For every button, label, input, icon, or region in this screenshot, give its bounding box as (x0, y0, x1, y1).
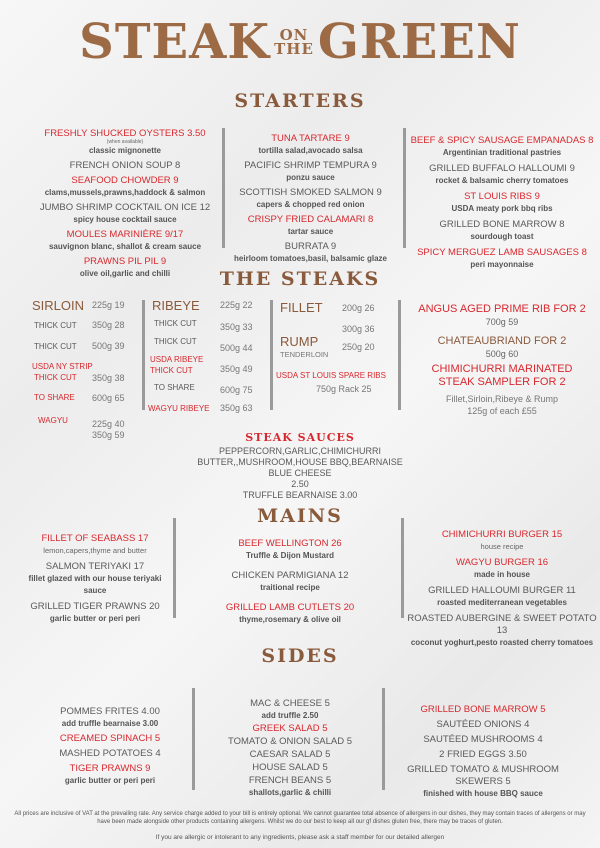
menu-item (30, 202, 220, 226)
sirloin-price-6: 225g 40 (92, 419, 125, 429)
menu-item-name: TIGER PRAWNS 9 (69, 763, 151, 774)
menu-item (200, 749, 380, 761)
starters-col2 (228, 133, 393, 268)
menu-item-name: SCOTTISH SMOKED SALMON 9 (239, 187, 382, 198)
menu-item-desc: coconut yoghurt,pesto roasted cherry tomatoes (410, 638, 594, 647)
menu-item-desc: garlic butter or peri peri (64, 776, 156, 785)
menu-item-name: CHICKEN PARMIGIANA 12 (231, 570, 349, 581)
menu-item (404, 557, 600, 581)
menu-item-name: SPICY MERGUEZ LAMB SAUSAGES 8 (417, 247, 587, 258)
menu-item (30, 748, 190, 760)
sirloin-wagyu: WAGYU (38, 416, 68, 425)
sauces-line-3: BLUE CHEESE (268, 468, 332, 478)
menu-item (20, 601, 170, 625)
fillet-price-2: 300g 36 (342, 324, 375, 334)
prime-rib-price: 700g 59 (485, 317, 519, 327)
menu-item (407, 219, 597, 243)
menu-item-name: ST LOUIS RIBS 9 (464, 191, 540, 202)
menu-item-name: SALMON TERIYAKI 17 (45, 561, 145, 572)
menu-item-name: FRESHLY SHUCKED OYSTERS 3.50 (44, 128, 206, 139)
title-green: GREEN (317, 14, 521, 70)
menu-item-desc: capers & chopped red onion (256, 200, 365, 209)
menu-item (404, 529, 600, 553)
menu-item-desc: ponzu sauce (286, 173, 335, 182)
menu-item-name: CHIMICHURRI BURGER 15 (441, 529, 563, 540)
menu-item (228, 214, 393, 238)
menu-item-desc: rocket & balsamic cherry tomatoes (435, 176, 569, 185)
fillet-label: FILLET (280, 300, 323, 315)
menu-item-desc: peri mayonnaise (470, 260, 534, 269)
menu-item (30, 128, 220, 157)
menu-item (180, 602, 400, 626)
menu-item-desc: heirloom tomatoes,basil, balsamic glaze (234, 254, 387, 263)
sirloin-price-2: 350g 28 (92, 320, 125, 330)
title-steak: STEAK (79, 14, 271, 70)
divider (192, 688, 195, 790)
menu-item-desc: spicy house cocktail sauce (73, 215, 177, 224)
menu-item (30, 733, 190, 745)
menu-item (30, 160, 220, 172)
menu-item-note: (when available) (106, 139, 144, 145)
sirloin-price-3: 500g 39 (92, 341, 125, 351)
menu-item (20, 561, 170, 597)
menu-item-name: MASHED POTATOES 4 (59, 748, 161, 759)
steaks-heading: THE STEAKS (219, 268, 381, 290)
menu-item-name: CRISPY FRIED CALAMARI 8 (247, 214, 374, 225)
sirloin-share: TO SHARE (34, 393, 75, 402)
menu-item-name: BEEF WELLINGTON 26 (238, 538, 342, 549)
starters-col1 (30, 128, 220, 283)
menu-item-name: TOMATO & ONION SALAD 5 (227, 736, 353, 747)
ribeye-thick-1: THICK CUT (154, 319, 197, 328)
mains-col1 (20, 533, 170, 629)
ribeye-share: TO SHARE (154, 383, 195, 392)
divider (173, 518, 176, 618)
chateaubriand-price: 500g 60 (485, 349, 519, 359)
sides-col1 (30, 706, 190, 790)
menu-item-desc: sourdough toast (470, 232, 534, 241)
title-on: ON (279, 26, 309, 44)
menu-item-name: GRILLED LAMB CUTLETS 20 (225, 602, 355, 613)
menu-item (200, 698, 380, 722)
menu-item-name: WAGYU BURGER 16 (455, 557, 549, 568)
ribeye-price-5: 600g 75 (220, 385, 253, 395)
sauces-line-2: BUTTER,,MUSHROOM,HOUSE BBQ,BEARNAISE (197, 457, 403, 467)
menu-item (404, 585, 600, 609)
menu-item (404, 613, 600, 649)
menu-item-name: JUMBO SHRIMP COCKTAIL ON ICE 12 (39, 202, 211, 213)
menu-item-name: CAESAR SALAD 5 (249, 749, 331, 760)
footer-disclaimer: All prices are inclusive of VAT at the prevailing rate. Any service charge added to your bill is entirely optional. We cannot guarantee total absence of allergens in our dishes, they may contain traces of allergens or may have been made alongside other products containing allergens. Whilst we do our best to keep all our gf dishes gluten free, there may be traces of gluten. (14, 811, 586, 825)
menu-item-name: PACIFIC SHRIMP TEMPURA 9 (244, 160, 377, 171)
tenderloin-label: TENDERLOIN (280, 350, 329, 359)
share-steaks (404, 302, 600, 417)
sauces-line-5: TRUFFLE BEARNAISE 3.00 (242, 490, 358, 500)
sauces-line-4: 2.50 (291, 479, 309, 489)
fillet-price-1: 200g 26 (342, 303, 375, 313)
menu-item-name: GRILLED TOMATO & MUSHROOM SKEWERS 5 (407, 764, 559, 787)
menu-item-desc: Argentinian traditional pastries (442, 148, 562, 157)
ribeye-usda: USDA RIBEYE (150, 355, 204, 364)
menu-item (398, 764, 568, 800)
ribs-label: USDA ST LOUIS SPARE RIBS (276, 371, 386, 380)
sirloin-usda: USDA NY STRIP (32, 362, 93, 371)
sampler-desc: Fillet,Sirloin,Ribeye & Rump (445, 394, 559, 404)
sirloin-price-1: 225g 19 (92, 300, 125, 310)
divider (382, 688, 385, 790)
menu-item-desc: sauvignon blanc, shallot & cream sauce (48, 242, 202, 251)
divider (270, 300, 273, 410)
ribeye-price-1: 225g 22 (220, 300, 253, 310)
menu-item (228, 241, 393, 265)
mains-heading: MAINS (257, 505, 343, 527)
divider (403, 128, 406, 248)
sirloin-thick-2: THICK CUT (34, 342, 77, 351)
menu-item (20, 533, 170, 557)
sirloin-price-4: 350g 38 (92, 373, 125, 383)
sirloin-label: SIRLOIN (32, 298, 85, 313)
menu-item (200, 736, 380, 748)
fillet-price-3: 250g 20 (342, 342, 375, 352)
menu-item (180, 538, 400, 562)
starters-col3 (407, 135, 597, 275)
ribeye-price-2: 350g 33 (220, 322, 253, 332)
menu-item-name: GRILLED BUFFALO HALLOUMI 9 (429, 163, 575, 174)
menu-item (180, 570, 400, 594)
sirloin-thick-1: THICK CUT (34, 321, 77, 330)
menu-item (398, 704, 568, 716)
menu-item-name: BEEF & SPICY SAUSAGE EMPANADAS 8 (410, 135, 594, 146)
menu-item-desc: garlic butter or peri peri (49, 614, 141, 623)
menu-item-desc: Truffle & Dijon Mustard (246, 551, 334, 560)
menu-item-name: 2 FRIED EGGS 3.50 (439, 749, 527, 760)
sides-col2 (200, 698, 380, 800)
starters-heading: STARTERS (234, 90, 366, 112)
sauces-list (150, 446, 450, 501)
menu-item (200, 775, 380, 799)
footer-allergen: If you are allergic or intolerant to any ingredients, please ask a staff member for our detailed allergen (155, 834, 445, 841)
ribeye-price-3: 500g 44 (220, 343, 253, 353)
menu-item-name: FILLET OF SEABASS 17 (41, 533, 149, 544)
menu-item-name: MOULES MARINIÈRE 9/17 (66, 229, 184, 240)
ribeye-usda-thick: THICK CUT (150, 366, 193, 375)
sampler-price: 125g of each £55 (467, 406, 537, 416)
sauces-line-1: PEPPERCORN,GARLIC,CHIMICHURRI (218, 446, 382, 456)
chateaubriand-name: CHATEAUBRIAND FOR 2 (437, 335, 567, 347)
menu-item (407, 191, 597, 215)
menu-item-name: SAUTÉED MUSHROOMS 4 (423, 734, 543, 745)
divider (398, 300, 401, 410)
menu-item (200, 762, 380, 774)
menu-item (30, 175, 220, 199)
divider (222, 128, 225, 248)
sides-col3 (398, 704, 568, 803)
menu-item-desc: finished with house BBQ sauce (423, 789, 543, 798)
menu-item-name: SAUTÉED ONIONS 4 (436, 719, 530, 730)
menu-item-name: POMMES FRITES 4.00 (60, 706, 160, 717)
menu-item-desc: tortilla salad,avocado salsa (258, 146, 363, 155)
menu-item (407, 163, 597, 187)
menu-item-name: GRILLED HALLOUMI BURGER 11 (428, 585, 576, 596)
menu-item (228, 187, 393, 211)
mains-col3 (404, 529, 600, 653)
ribeye-thick-2: THICK CUT (154, 337, 197, 346)
menu-item-desc: USDA meaty pork bbq ribs (451, 204, 553, 213)
menu-item-name: SEAFOOD CHOWDER 9 (71, 175, 179, 186)
menu-item-desc: traitional recipe (260, 583, 320, 592)
menu-item (30, 706, 190, 730)
menu-item-name: FRENCH BEANS 5 (248, 775, 332, 786)
sampler-name: CHIMICHURRI MARINATED STEAK SAMPLER FOR 2 (431, 363, 573, 388)
sirloin-usda-thick: THICK CUT (34, 373, 77, 382)
mains-col2 (180, 538, 400, 634)
divider (142, 300, 145, 410)
menu-item-name: GRILLED BONE MARROW 5 (420, 704, 546, 715)
menu-item-desc: tartar sauce (287, 227, 334, 236)
prime-rib-name: ANGUS AGED PRIME RIB FOR 2 (418, 303, 586, 315)
menu-item-name: MAC & CHEESE 5 (250, 698, 330, 709)
menu-item-desc: classic mignonette (88, 146, 162, 155)
menu-item-desc: add truffle bearnaise 3.00 (61, 719, 159, 728)
menu-item-name: PRAWNS PIL PIL 9 (83, 256, 167, 267)
menu-item (398, 734, 568, 746)
menu-item-desc: made in house (473, 570, 530, 579)
ribeye-price-6: 350g 63 (220, 403, 253, 413)
menu-item (30, 229, 220, 253)
rump-label: RUMP (280, 334, 319, 349)
menu-item-name: GRILLED TIGER PRAWNS 20 (30, 601, 160, 612)
title-on-the (274, 28, 314, 56)
menu-item-desc: roasted mediterranean vegetables (437, 598, 567, 607)
menu-item-name: HOUSE SALAD 5 (252, 762, 328, 773)
menu-item-desc: olive oil,garlic and chilli (79, 269, 171, 278)
menu-item-name: GREEK SALAD 5 (252, 723, 328, 734)
menu-item-desc: add truffle 2.50 (261, 711, 319, 720)
menu-item-name: ROASTED AUBERGINE & SWEET POTATO 13 (407, 613, 597, 636)
menu-item (200, 723, 380, 735)
menu-item (228, 160, 393, 184)
sauces-heading: STEAK SAUCES (245, 431, 355, 444)
menu-item-desc: shallots,garlic & chilli (248, 788, 332, 797)
menu-item-desc: fillet glazed with our house teriyaki sauce (28, 574, 162, 595)
menu-item-desc: clams,mussels,prawns,haddock & salmon (44, 188, 206, 197)
menu-title (0, 14, 600, 70)
menu-item-name: TUNA TARTARE 9 (271, 133, 350, 144)
ribs-price: 750g Rack 25 (316, 384, 372, 394)
ribeye-price-4: 350g 49 (220, 364, 253, 374)
menu-item (30, 763, 190, 787)
menu-item-name: FRENCH ONION SOUP 8 (69, 160, 181, 171)
sides-heading: SIDES (261, 645, 339, 667)
title-the: THE (274, 40, 314, 58)
sirloin-price-7: 350g 59 (92, 430, 125, 440)
menu-item (398, 719, 568, 731)
menu-item-desc: lemon,capers,thyme and butter (43, 546, 147, 555)
menu-item-name: CREAMED SPINACH 5 (59, 733, 161, 744)
menu-item-name: GRILLED BONE MARROW 8 (439, 219, 565, 230)
sirloin-price-5: 600g 65 (92, 393, 125, 403)
menu-item (228, 133, 393, 157)
menu-item (398, 749, 568, 761)
menu-item-name: BURRATA 9 (284, 241, 337, 252)
ribeye-label: RIBEYE (152, 298, 200, 313)
menu-item-desc: thyme,rosemary & olive oil (239, 615, 341, 624)
ribeye-wagyu: WAGYU RIBEYE (148, 404, 210, 413)
menu-item (407, 135, 597, 159)
menu-item-desc: house recipe (480, 542, 524, 551)
